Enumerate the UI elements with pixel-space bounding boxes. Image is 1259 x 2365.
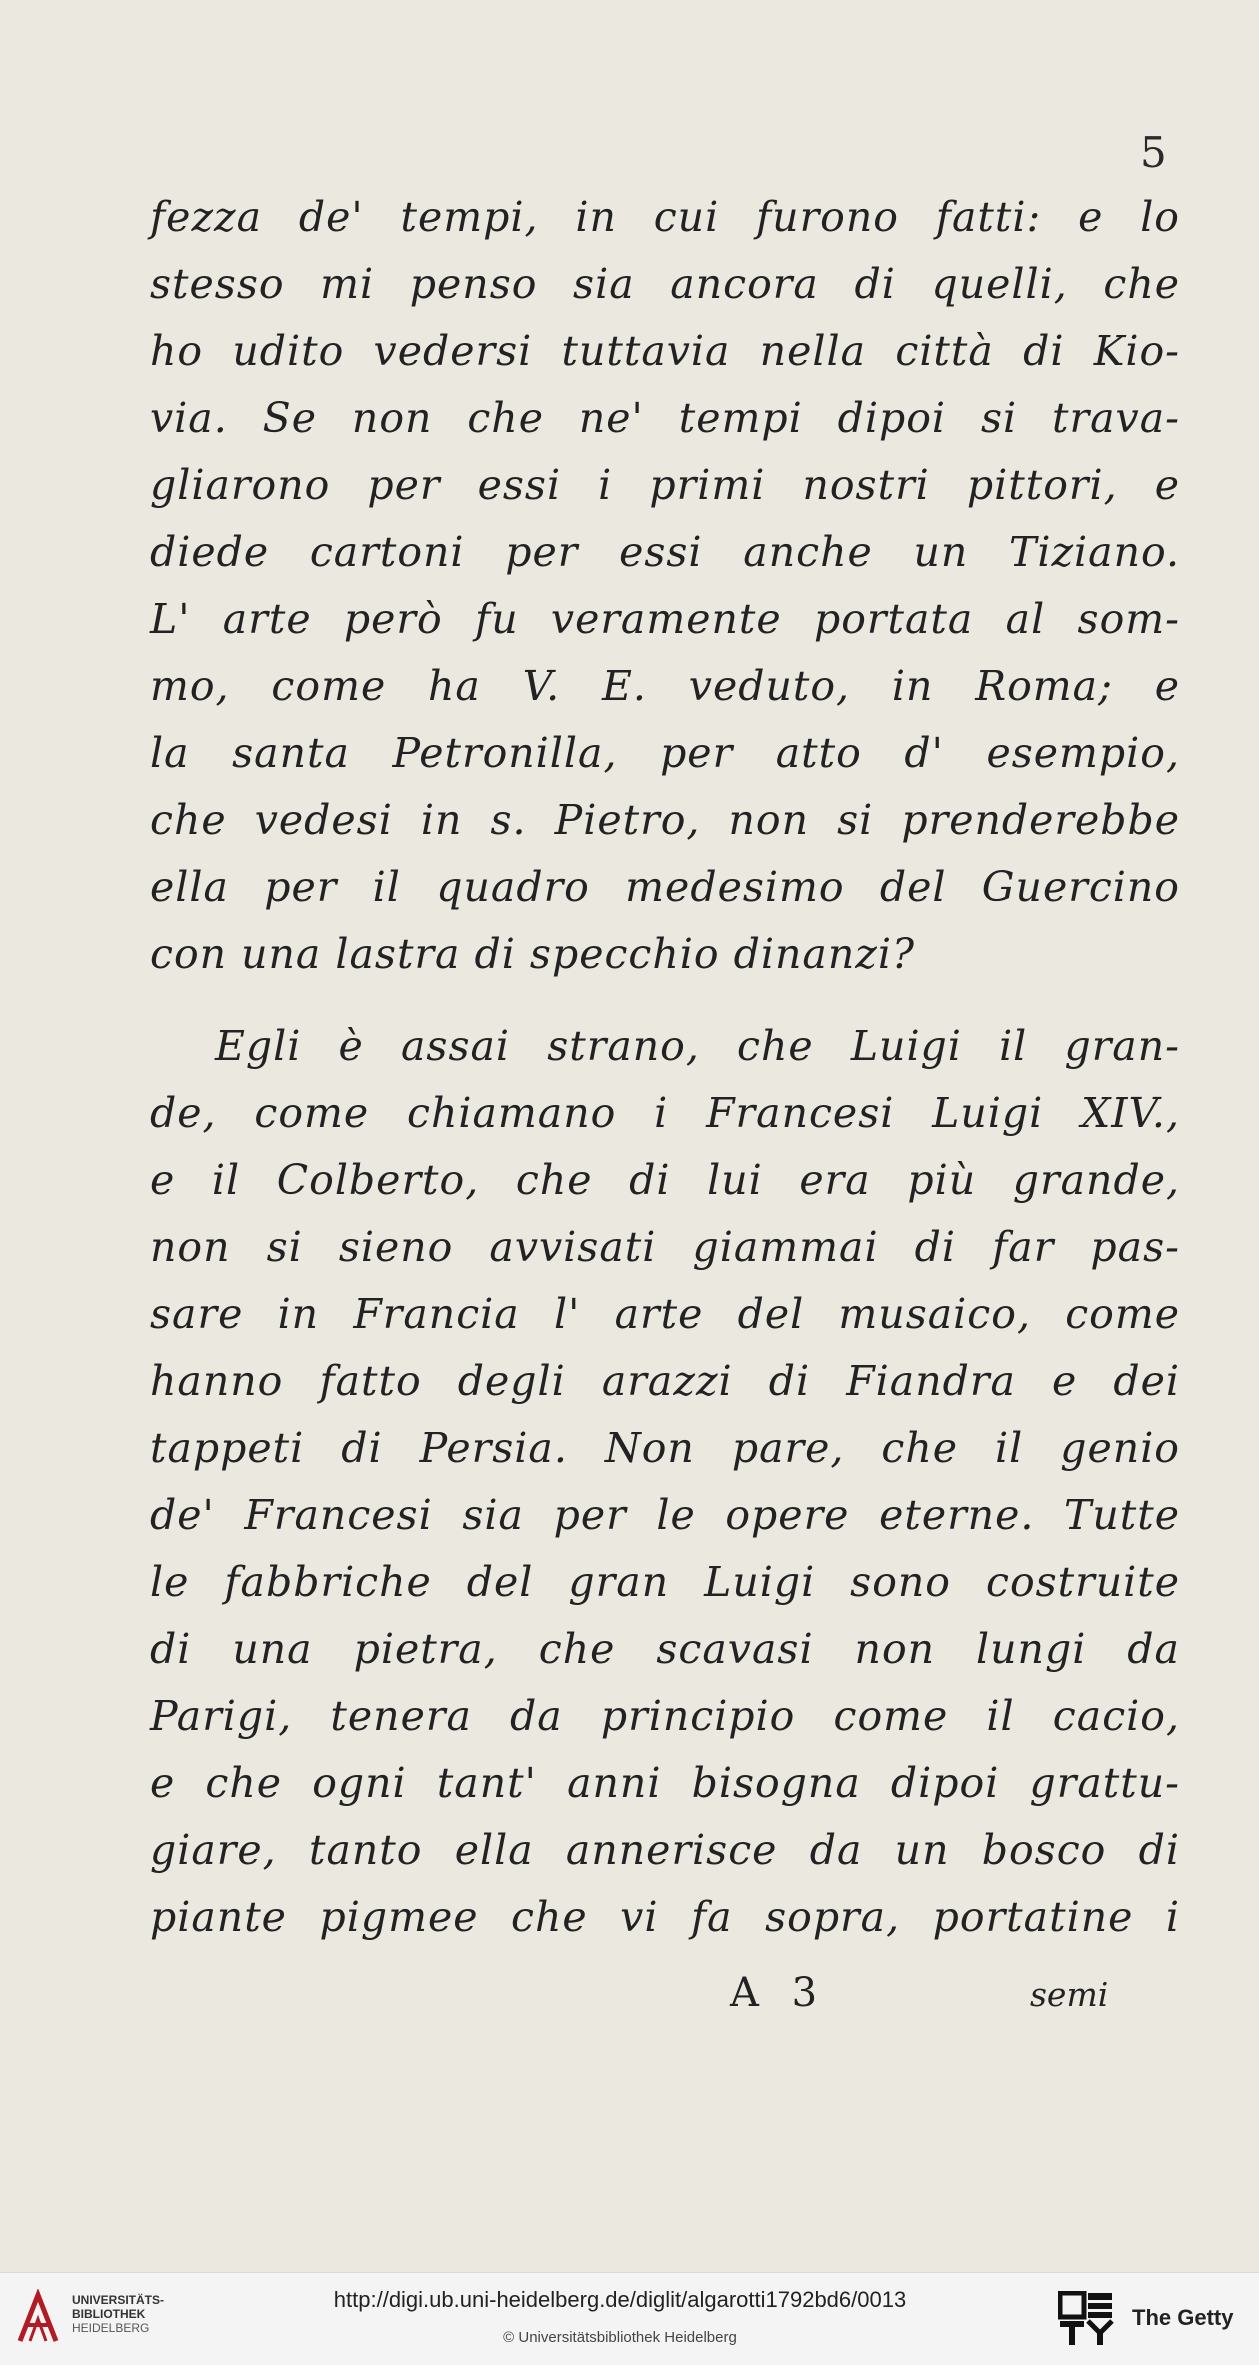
signature-mark: A 3	[730, 1970, 828, 2016]
text-line-13: Egli è assai strano, che Luigi il gran-	[215, 1022, 1180, 1070]
catchword: semi	[1030, 1975, 1109, 2014]
text-line-26: piante pigmee che vi fa sopra, portatine i	[150, 1893, 1180, 1941]
text-line-6: diede cartoni per essi anche un Tiziano.	[150, 528, 1180, 576]
text-line-24: e che ogni tant' anni bisogna dipoi grattu-	[150, 1759, 1180, 1807]
text-line-7: L' arte però fu veramente portata al som-	[150, 595, 1180, 643]
text-line-9: la santa Petronilla, per atto d' esempio,	[150, 729, 1180, 777]
text-line-19: tappeti di Persia. Non pare, che il genio	[150, 1424, 1180, 1472]
text-line-4: via. Se non che ne' tempi dipoi si trava-	[150, 394, 1180, 442]
text-line-20: de' Francesi sia per le opere eterne. Tutte	[150, 1491, 1180, 1539]
library-name-line3: HEIDELBERG	[72, 2321, 150, 2335]
text-line-23: Parigi, tenera da principio come il cacio,	[150, 1692, 1180, 1740]
text-line-5: gliarono per essi i primi nostri pittori, e	[150, 461, 1180, 509]
page-number: 5	[1140, 128, 1167, 177]
text-line-2: stesso mi penso sia ancora di quelli, che	[150, 260, 1180, 308]
library-name	[72, 2293, 164, 2335]
text-line-25: giare, tanto ella annerisce da un bosco di	[150, 1826, 1180, 1874]
text-line-1: fezza de' tempi, in cui furono fatti: e lo	[150, 193, 1180, 241]
text-line-21: le fabbriche del gran Luigi sono costruite	[150, 1558, 1180, 1606]
library-name-line2: BIBLIOTHEK	[72, 2307, 146, 2321]
text-line-15: e il Colberto, che di lui era più grande,	[150, 1156, 1180, 1204]
footer-bar	[0, 2272, 1259, 2365]
permalink-url[interactable]: http://digi.ub.uni-heidelberg.de/diglit/algarotti1792bd6/0013	[333, 2287, 907, 2312]
text-line-12: con una lastra di specchio dinanzi?	[150, 930, 915, 978]
text-line-18: hanno fatto degli arazzi di Fiandra e dei	[150, 1357, 1180, 1405]
text-line-8: mo, come ha V. E. veduto, in Roma; e	[150, 662, 1180, 710]
text-line-10: che vedesi in s. Pietro, non si prenderebbe	[150, 796, 1180, 844]
text-line-11: ella per il quadro medesimo del Guercino	[150, 863, 1180, 911]
copyright-notice: © Universitätsbibliothek Heidelberg	[503, 2329, 737, 2346]
text-line-22: di una pietra, che scavasi non lungi da	[150, 1625, 1180, 1673]
text-line-3: ho udito vedersi tuttavia nella città di Kio-	[150, 327, 1180, 375]
text-line-16: non si sieno avvisati giammai di far pas-	[150, 1223, 1180, 1271]
text-line-14: de, come chiamano i Francesi Luigi XIV.,	[150, 1089, 1180, 1137]
university-library-logo-icon	[14, 2289, 62, 2347]
library-name-line1: UNIVERSITÄTS-	[72, 2293, 165, 2307]
partner-name: The Getty	[1132, 2305, 1234, 2330]
text-line-17: sare in Francia l' arte del musaico, come	[150, 1290, 1180, 1338]
getty-logo-icon	[1058, 2291, 1114, 2347]
